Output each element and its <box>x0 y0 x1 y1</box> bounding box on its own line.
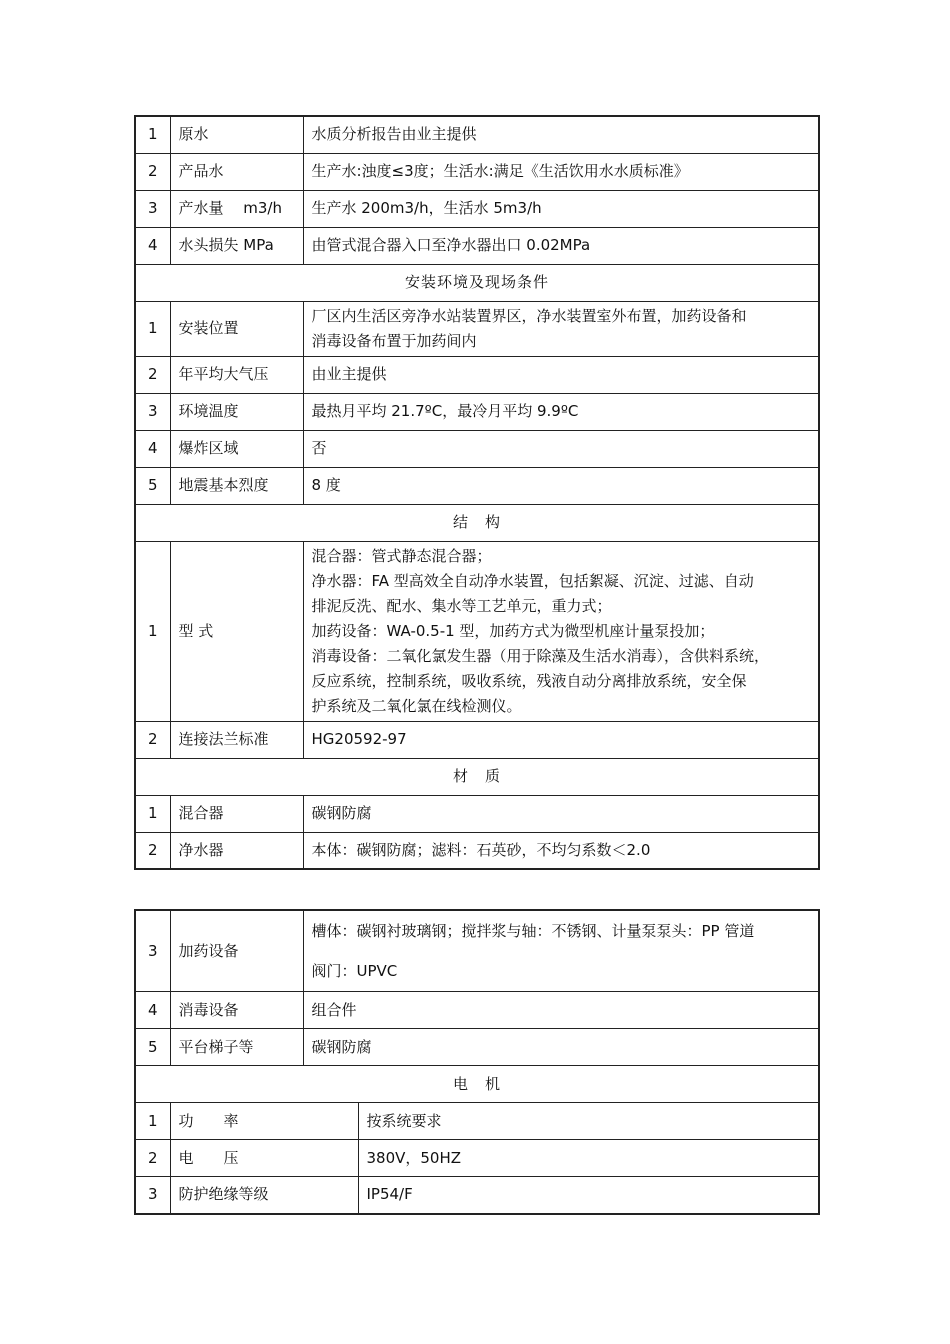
item-value: 由管式混合器入口至净水器出口 0.02MPa <box>303 227 819 264</box>
section-title-motor: 电 机 <box>135 1066 819 1103</box>
table-row <box>135 721 819 758</box>
item-label: 年平均大气压 <box>170 356 303 393</box>
value-line: 消毒设备布置于加药间内 <box>311 331 477 350</box>
table-row <box>135 910 819 992</box>
item-label: 环境温度 <box>170 393 303 430</box>
item-value: 按系统要求 <box>358 1103 819 1140</box>
item-value: 碳钢防腐 <box>303 795 819 832</box>
row-number: 4 <box>135 430 170 467</box>
row-number: 2 <box>135 832 170 869</box>
item-value <box>303 541 819 721</box>
item-label: 爆炸区域 <box>170 430 303 467</box>
row-number: 2 <box>135 153 170 190</box>
item-label: 安装位置 <box>170 301 303 356</box>
value-line: 厂区内生活区旁净水站装置界区，净水装置室外布置，加药设备和 <box>311 306 747 325</box>
item-label: 加药设备 <box>170 910 303 992</box>
item-value: HG20592-97 <box>303 721 819 758</box>
row-number: 1 <box>135 795 170 832</box>
item-label: 型 式 <box>170 541 303 721</box>
table-row <box>135 832 819 869</box>
section-header-row <box>135 758 819 795</box>
item-label: 产品水 <box>170 153 303 190</box>
table-row <box>135 1140 819 1177</box>
section-title-material: 材 质 <box>135 758 819 795</box>
row-number: 2 <box>135 1140 170 1177</box>
item-value: 碳钢防腐 <box>303 1029 819 1066</box>
value-line: 混合器：管式静态混合器； <box>311 546 492 565</box>
table-row <box>135 301 819 356</box>
row-number: 3 <box>135 1177 170 1214</box>
item-label: 平台梯子等 <box>170 1029 303 1066</box>
row-number: 3 <box>135 393 170 430</box>
item-label: 地震基本烈度 <box>170 467 303 504</box>
item-label: 功 率 <box>170 1103 358 1140</box>
item-value: 最热月平均 21.7ºC，最冷月平均 9.9ºC <box>303 393 819 430</box>
row-number: 3 <box>135 910 170 992</box>
value-line: 消毒设备：二氧化氯发生器（用于除藻及生活水消毒），含供料系统， <box>311 646 770 665</box>
spec-table-1 <box>134 115 820 870</box>
table-row <box>135 116 819 153</box>
item-value <box>303 301 819 356</box>
row-number: 1 <box>135 541 170 721</box>
row-number: 2 <box>135 721 170 758</box>
table-row <box>135 393 819 430</box>
value-line: 护系统及二氧化氯在线检测仪。 <box>311 696 522 715</box>
item-value <box>303 910 819 992</box>
row-number: 1 <box>135 301 170 356</box>
item-value: IP54/F <box>358 1177 819 1214</box>
row-number: 5 <box>135 467 170 504</box>
section-title-structure: 结 构 <box>135 504 819 541</box>
value-line: 净水器：FA 型高效全自动净水装置，包括絮凝、沉淀、过滤、自动 <box>311 571 754 590</box>
section-header-row <box>135 264 819 301</box>
table-row <box>135 992 819 1029</box>
value-line: 阀门：UPVC <box>311 962 398 980</box>
item-label: 原水 <box>170 116 303 153</box>
row-number: 2 <box>135 356 170 393</box>
row-number: 3 <box>135 190 170 227</box>
item-label: 防护绝缘等级 <box>170 1177 358 1214</box>
section-header-row <box>135 1066 819 1103</box>
section-title-environment: 安装环境及现场条件 <box>135 264 819 301</box>
table-row <box>135 467 819 504</box>
table-row <box>135 153 819 190</box>
item-value: 8 度 <box>303 467 819 504</box>
table-row <box>135 356 819 393</box>
spec-table-2 <box>134 909 820 1215</box>
item-label: 净水器 <box>170 832 303 869</box>
item-value: 380V，50HZ <box>358 1140 819 1177</box>
table-row <box>135 541 819 721</box>
item-label: 产水量 m3/h <box>170 190 303 227</box>
table-row <box>135 227 819 264</box>
item-value: 组合件 <box>303 992 819 1029</box>
item-value: 由业主提供 <box>303 356 819 393</box>
item-label: 连接法兰标准 <box>170 721 303 758</box>
row-number: 4 <box>135 227 170 264</box>
table-row <box>135 190 819 227</box>
table-row <box>135 1103 819 1140</box>
table-row <box>135 795 819 832</box>
value-line: 反应系统，控制系统，吸收系统，残液自动分离排放系统，安全保 <box>311 671 747 690</box>
section-header-row <box>135 504 819 541</box>
table-row <box>135 430 819 467</box>
item-label: 消毒设备 <box>170 992 303 1029</box>
item-label: 水头损失 MPa <box>170 227 303 264</box>
row-number: 1 <box>135 116 170 153</box>
item-value: 生产水:浊度≤3度；生活水:满足《生活饮用水水质标准》 <box>303 153 819 190</box>
table-row <box>135 1029 819 1066</box>
item-value: 本体：碳钢防腐；滤料：石英砂，不均匀系数＜2.0 <box>303 832 819 869</box>
item-label: 混合器 <box>170 795 303 832</box>
row-number: 1 <box>135 1103 170 1140</box>
item-value: 否 <box>303 430 819 467</box>
value-line: 排泥反洗、配水、集水等工艺单元，重力式； <box>311 596 612 615</box>
row-number: 5 <box>135 1029 170 1066</box>
value-line: 加药设备：WA-0.5-1 型，加药方式为微型机座计量泵投加； <box>311 621 715 640</box>
item-value: 生产水 200m3/h，生活水 5m3/h <box>303 190 819 227</box>
table-row <box>135 1177 819 1214</box>
item-value: 水质分析报告由业主提供 <box>303 116 819 153</box>
value-line: 槽体：碳钢衬玻璃钢；搅拌浆与轴：不锈钢、计量泵泵头：PP 管道 <box>311 922 755 940</box>
item-label: 电 压 <box>170 1140 358 1177</box>
row-number: 4 <box>135 992 170 1029</box>
